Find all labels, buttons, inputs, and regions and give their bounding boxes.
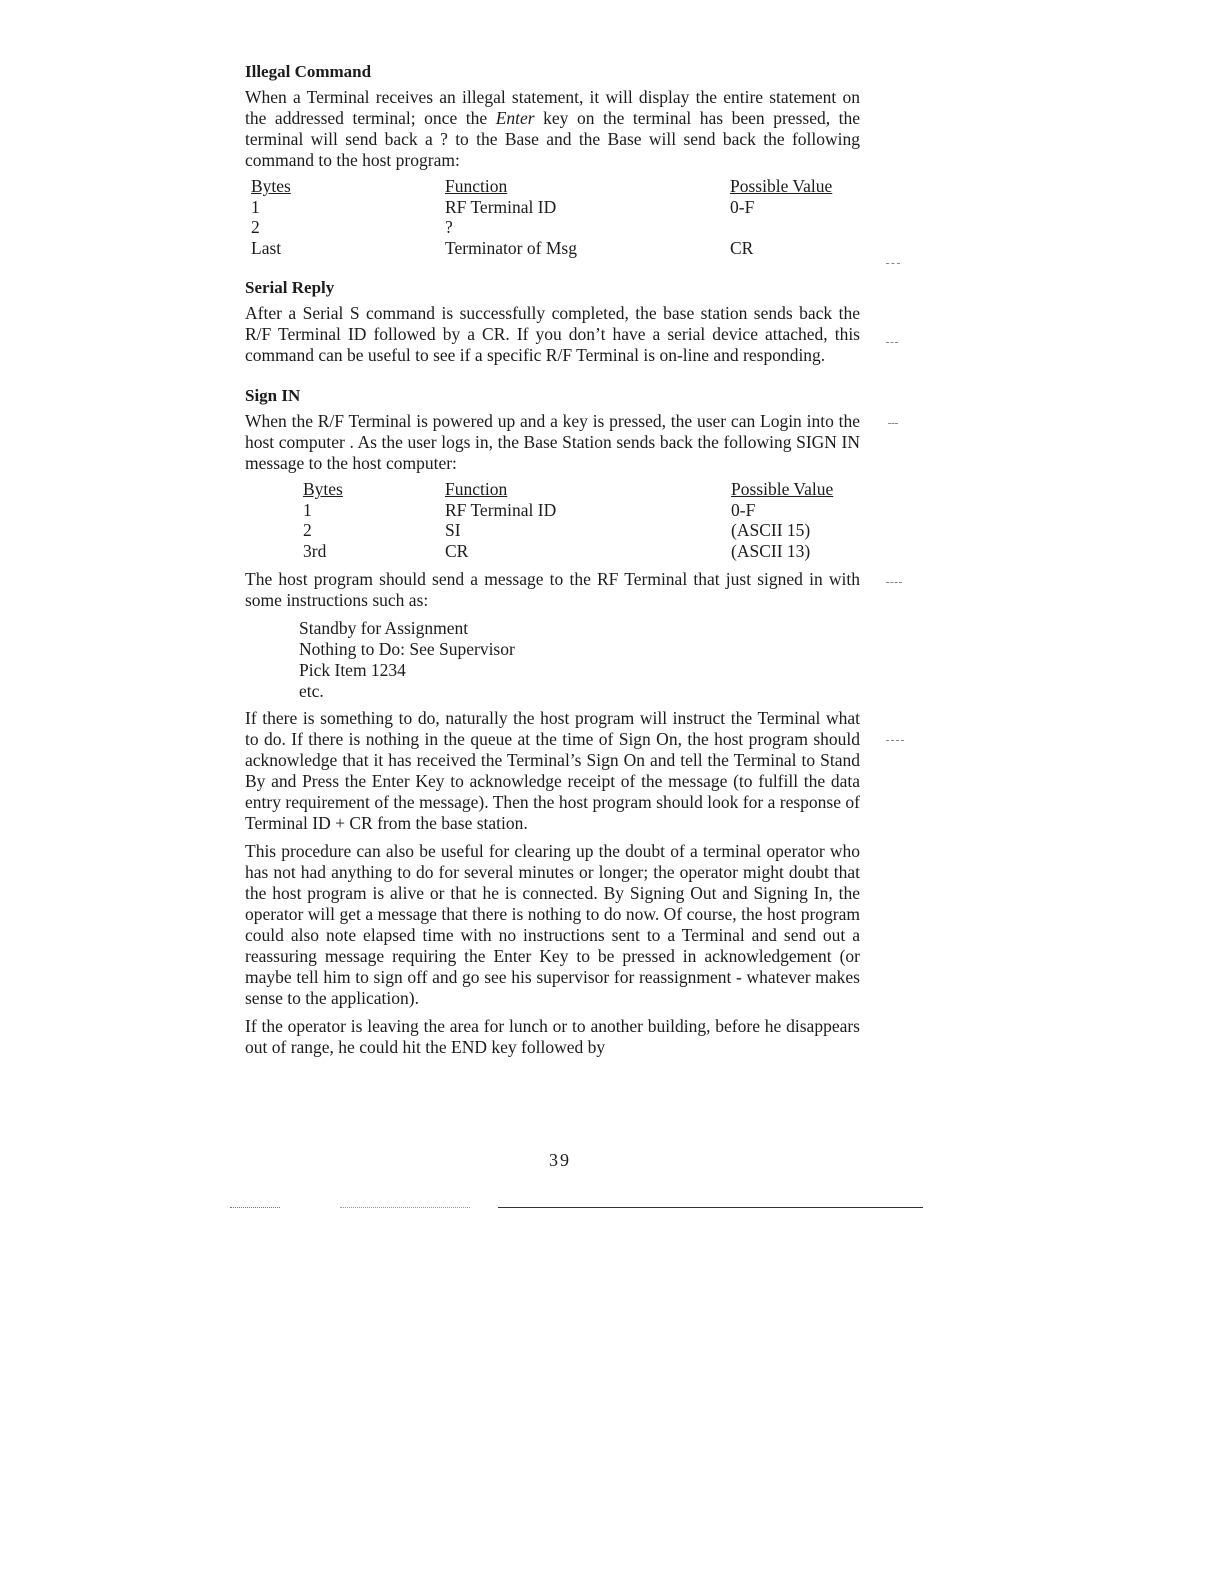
header-bytes: Bytes — [251, 176, 291, 196]
cell-function: CR — [445, 540, 469, 561]
table-row — [245, 238, 860, 259]
cell-function: RF Terminal ID — [445, 499, 557, 520]
table-row — [245, 500, 860, 521]
sign-in-table — [245, 479, 860, 561]
cell-bytes: Last — [251, 237, 282, 258]
example-messages-list — [299, 618, 860, 702]
margin-mark — [888, 423, 898, 424]
serial-reply-paragraph: After a Serial S command is successfully completed, the base station sends back the R/F Terminal ID followed by a CR. If you don’t have a serial device attached, this command can be useful to see if a specific R/F Terminal is on-line and responding. — [245, 303, 860, 365]
bottom-divider-fragment — [230, 1207, 280, 1208]
illegal-command-paragraph — [245, 87, 860, 171]
sign-in-paragraph-4: This procedure can also be useful for clearing up the doubt of a terminal operator who has not had anything to do for several minutes or longer; the operator might doubt that the host program is alive or that he is connected. By Signing Out and Signing In, the operator will get a message that there is nothing to do now. Of course, the host program could also note elapsed time with no instructions sent to a Terminal and send out a reassuring message requiring the Enter Key to be pressed in acknowledgement (or maybe tell him to sign off and go see his supervisor for reassignment - whatever makes sense to the application). — [245, 841, 860, 1008]
cell-bytes: 1 — [303, 499, 312, 520]
page-number: 39 — [549, 1150, 571, 1170]
table-row — [245, 541, 860, 562]
document-page — [245, 60, 860, 1058]
sign-in-paragraph-2: The host program should send a message to the RF Terminal that just signed in with some instructions such as: — [245, 569, 860, 610]
section-sign-in — [245, 384, 860, 1058]
margin-mark — [886, 740, 904, 741]
cell-function: Terminator of Msg — [445, 237, 577, 258]
illegal-command-heading: Illegal Command — [245, 62, 372, 81]
header-possible-value: Possible Value — [730, 176, 833, 196]
illegal-command-text-start: When a Terminal receives an illegal statement, it will display the entire statement on the addressed terminal; once the — [245, 87, 860, 128]
serial-reply-heading: Serial Reply — [245, 278, 335, 297]
cell-value: (ASCII 13) — [731, 540, 811, 561]
sign-in-heading: Sign IN — [245, 386, 301, 405]
sign-in-paragraph-3: If there is something to do, naturally the host program will instruct the Terminal what to do. If there is nothing in the queue at the time of Sign On, the host program should acknowledge that it has received the Terminal’s Sign On and tell the Terminal to Stand By and Press the Enter Key to acknowledge receipt of the message (to fulfill the data entry requirement of the message). Then the host program should look for a response of Terminal ID + CR from the base station. — [245, 708, 860, 833]
table-header-row — [245, 479, 860, 500]
cell-bytes: 2 — [251, 217, 260, 237]
sign-in-paragraph: When the R/F Terminal is powered up and a key is pressed, the user can Login into the host computer . As the user logs in, the Base Station sends back the following SIGN IN message to the host computer: — [245, 411, 860, 473]
cell-bytes: 1 — [251, 196, 260, 217]
illegal-command-text-end: key on the terminal has been pressed, the terminal will send back a ? to the Base and the Base will send back the following command to the host program: — [245, 108, 861, 170]
bottom-divider-line — [498, 1207, 923, 1208]
margin-mark — [886, 582, 902, 583]
cell-value: (ASCII 15) — [731, 520, 811, 540]
cell-bytes: 2 — [303, 520, 312, 540]
table-row — [245, 217, 860, 238]
cell-bytes: 3rd — [303, 540, 327, 561]
list-item: etc. — [299, 681, 324, 701]
cell-function: SI — [445, 520, 461, 540]
margin-mark — [886, 263, 900, 264]
list-item: Nothing to Do: See Supervisor — [299, 639, 515, 659]
cell-value: 0-F — [731, 499, 756, 520]
cell-function: ? — [445, 217, 453, 237]
header-bytes: Bytes — [303, 479, 343, 499]
sign-in-paragraph-5: If the operator is leaving the area for lunch or to another building, before he disappears out of range, he could hit the END key followed by — [245, 1016, 860, 1057]
table-header-row — [245, 176, 860, 197]
illegal-command-table — [245, 176, 860, 258]
header-function: Function — [445, 479, 508, 499]
table-row — [245, 520, 860, 541]
header-possible-value: Possible Value — [731, 479, 834, 499]
cell-function: RF Terminal ID — [445, 196, 557, 217]
cell-value: CR — [730, 237, 754, 258]
header-function: Function — [445, 176, 508, 196]
list-item: Standby for Assignment — [299, 618, 469, 638]
margin-mark — [886, 342, 898, 343]
table-row — [245, 197, 860, 218]
cell-value: 0-F — [730, 196, 755, 217]
section-illegal-command — [245, 60, 860, 258]
enter-key-emphasis: Enter — [495, 108, 535, 128]
section-serial-reply — [245, 276, 860, 366]
list-item: Pick Item 1234 — [299, 660, 406, 680]
bottom-divider-fragment — [340, 1207, 470, 1208]
